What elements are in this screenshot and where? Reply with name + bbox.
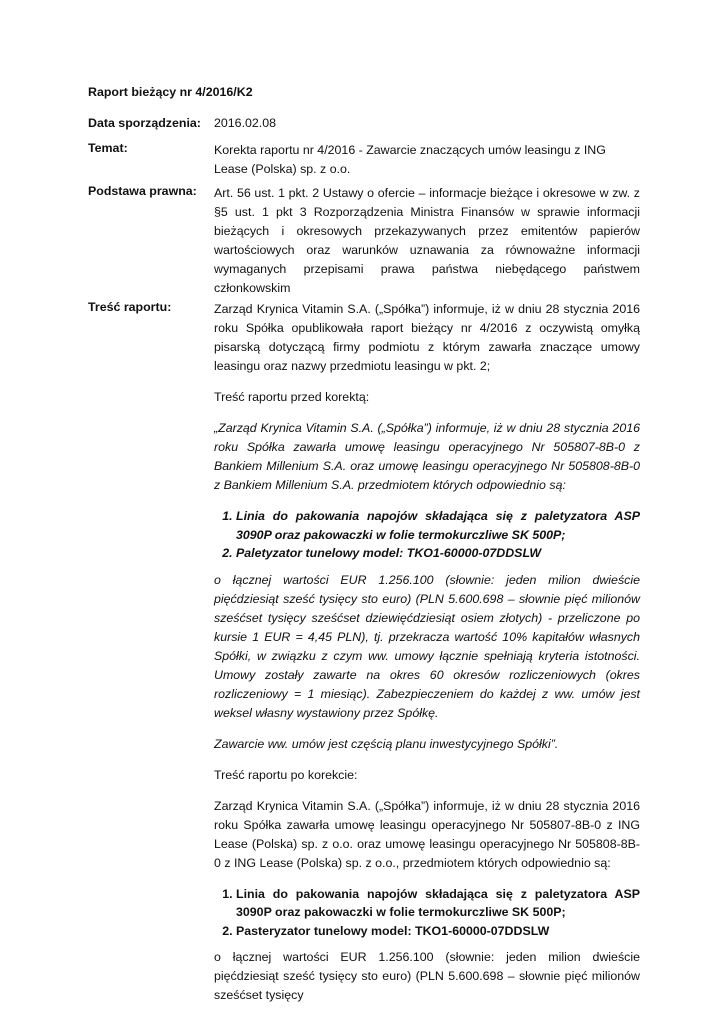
after-item: 1. Linia do pakowania napojów składająca się z paletyzatora ASP 3090P oraz pakowaczki w folie termokurczliwe SK 500P; — [236, 885, 640, 922]
after-correction-heading: Treść raportu po korekcie: — [214, 767, 358, 782]
after-items-list — [214, 885, 640, 941]
date-row — [88, 116, 640, 130]
content-label: Treść raportu: — [88, 300, 172, 314]
topic-value: Korekta raportu nr 4/2016 - Zawarcie znaczących umów leasingu z ING Lease (Polska) sp. z o.o. — [214, 143, 606, 176]
date-value: 2016.02.08 — [214, 116, 277, 130]
before-item: 1. Linia do pakowania napojów składająca się z paletyzatora ASP 3090P oraz pakowaczki w folie termokurczliwe SK 500P; — [236, 507, 640, 544]
intro-paragraph: Zarząd Krynica Vitamin S.A. („Spółka”) informuje, iż w dniu 28 stycznia 2016 roku Spółka opublikowała raport bieżący nr 4/2016 z oczywistą omyłką pisarską dotyczącą firmy podmiotu z którym zawarła znaczące umowy leasingu oraz nazwy przedmiotu leasingu w pkt. 2; — [214, 302, 640, 373]
legal-basis-row — [88, 184, 640, 298]
before-value-paragraph: o łącznej wartości EUR 1.256.100 (słownie: jeden milion dwieście pięćdziesiąt sześć tysięcy sto euro) (PLN 5.600.698 – słownie pięć milionów sześćset tysięcy sześćset dziewięćdziesiąt osiem złotych) - przeliczone po kursie 1 EUR = 4,45 PLN), tj. przekracza wartość 10% kapitałów własnych Spółki, w związku z czym ww. umowy łącznie spełniają kryteria istotności. Umowy zostały zawarte na okres 60 okresów rozliczeniowych (okres rozliczeniowy = 1 miesiąc). Zabezpieczeniem do każdej z ww. umów jest weksel własny wystawiony przez Spółkę. — [214, 572, 640, 720]
topic-label: Temat: — [88, 141, 128, 155]
before-paragraph: „Zarząd Krynica Vitamin S.A. („Spółka”) informuje, iż w dniu 28 stycznia 2016 roku Spółka zawarła umowę leasingu operacyjnego Nr 505807-8B-0 z Bankiem Millenium S.A. oraz umowę leasingu operacyjnego Nr 505808-8B-0 z Bankiem Millenium S.A. przedmiotem których odpowiednio są: — [214, 421, 640, 492]
report-content — [214, 300, 640, 1005]
content-row — [88, 300, 640, 1005]
before-items-list — [214, 507, 640, 563]
before-closing-paragraph: Zawarcie ww. umów jest częścią planu inwestycyjnego Spółki”. — [214, 736, 559, 751]
topic-row — [88, 141, 640, 179]
report-title: Raport bieżący nr 4/2016/K2 — [88, 85, 253, 99]
date-label: Data sporządzenia: — [88, 116, 201, 130]
before-correction-heading: Treść raportu przed korektą: — [214, 390, 370, 404]
after-item: 2. Pasteryzator tunelowy model: TKO1-60000-07DDSLW — [236, 922, 640, 941]
legal-basis-label: Podstawa prawna: — [88, 184, 197, 198]
legal-basis-value: Art. 56 ust. 1 pkt. 2 Ustawy o ofercie – informacje bieżące i okresowe w zw. z §5 ust. 1 pkt 3 Rozporządzenia Ministra Finansów w sprawie informacji bieżących i okresowych przekazywanych przez emitentów papierów wartościowych oraz warunków uznawania za równoważne informacji wymaganych przepisami prawa państwa niebędącego państwem członkowskim — [214, 186, 640, 295]
after-value-paragraph: o łącznej wartości EUR 1.256.100 (słownie: jeden milion dwieście pięćdziesiąt sześć tysięcy sto euro) (PLN 5.600.698 – słownie pięć milionów sześćset tysięcy — [214, 950, 640, 1002]
before-item: 2. Paletyzator tunelowy model: TKO1-60000-07DDSLW — [236, 544, 640, 563]
after-paragraph: Zarząd Krynica Vitamin S.A. („Spółka”) informuje, iż w dniu 28 stycznia 2016 roku Spółka zawarła umowę leasingu operacyjnego Nr 505807-8B-0 z ING Lease (Polska) sp. z o.o. oraz umowę leasingu operacyjnego Nr 505808-8B-0 z ING Lease (Polska) sp. z o.o., przedmiotem których odpowiednio są: — [214, 798, 640, 870]
